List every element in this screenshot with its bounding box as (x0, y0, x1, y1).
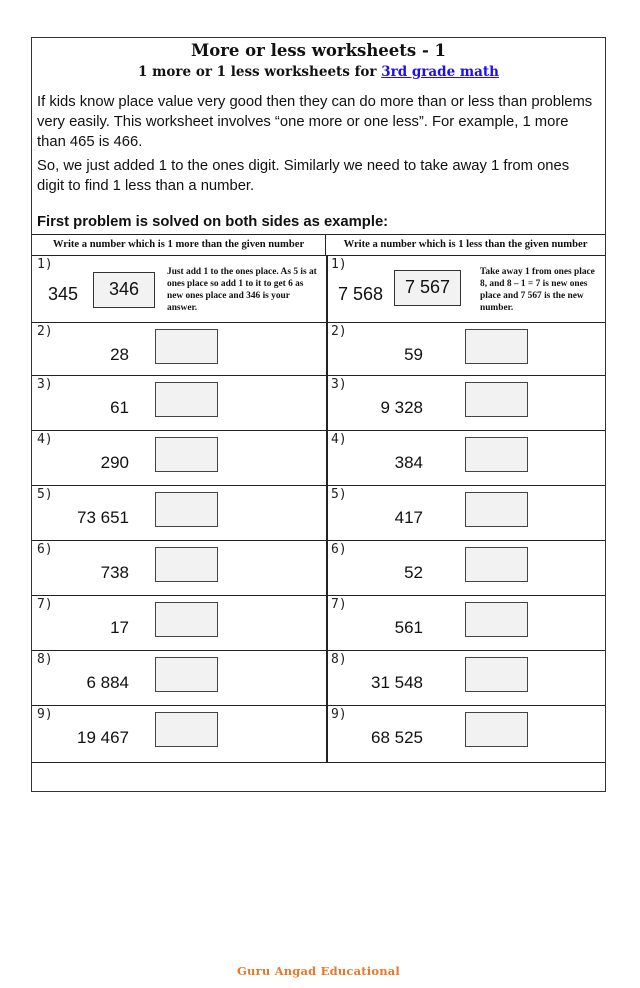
example-note: Take away 1 from ones place 8, and 8 – 1 = 7 is new ones place and 7 567 is the new number. (480, 267, 595, 313)
problem-cell-more (32, 486, 328, 540)
answer-box[interactable] (155, 602, 218, 637)
given-number: 59 (404, 345, 423, 364)
problem-number: 1) (331, 257, 347, 272)
answer-box[interactable]: 7 567 (394, 270, 461, 306)
footer-brand: Guru Angad Educational (237, 964, 400, 978)
given-number: 17 (110, 618, 129, 637)
answer-box[interactable] (465, 492, 528, 527)
answer-box[interactable] (465, 712, 528, 747)
given-number: 384 (394, 453, 423, 472)
problem-row (32, 376, 605, 431)
intro-paragraph-2: So, we just added 1 to the ones digit. Similarly we need to take away 1 from ones digit to find 1 less than a number. (37, 158, 570, 194)
answer-box[interactable] (155, 657, 218, 692)
grade-math-link[interactable]: 3rd grade math (381, 64, 499, 80)
problem-row (32, 486, 605, 541)
answer-box[interactable] (465, 657, 528, 692)
given-number: 738 (100, 563, 129, 582)
answer-box[interactable] (465, 382, 528, 417)
problem-number: 4) (331, 432, 347, 447)
right-column-header: Write a number which is 1 less than the given number (326, 234, 605, 256)
problem-cell-more (32, 706, 328, 762)
problem-cell-more (32, 651, 328, 705)
given-number: 417 (394, 508, 423, 527)
problem-cell-less (326, 706, 605, 762)
problem-number: 3) (37, 377, 53, 392)
problem-cell-more (32, 541, 328, 595)
problem-cell-less (326, 323, 605, 375)
given-number: 7 568 (338, 284, 384, 304)
given-number: 561 (394, 618, 423, 637)
given-number: 9 328 (380, 398, 423, 417)
example-note: Just add 1 to the ones place. As 5 is at ones place so add 1 to it to get 6 as new ones place and 346 is your answer. (167, 267, 317, 313)
example-cell-less (326, 256, 605, 322)
problem-number: 6) (331, 542, 347, 557)
worksheet-page (31, 37, 606, 978)
problem-cell-less (326, 431, 605, 485)
problem-row (32, 706, 605, 763)
problem-row (32, 323, 605, 376)
given-number: 345 (48, 284, 79, 304)
problem-number: 3) (331, 377, 347, 392)
problem-cell-more (32, 323, 328, 375)
given-number: 6 884 (86, 673, 129, 692)
example-cell-more (32, 256, 328, 322)
answer-box[interactable] (155, 547, 218, 582)
problem-number: 9) (331, 707, 347, 722)
problem-cell-less (326, 541, 605, 595)
problem-row (32, 651, 605, 706)
problem-number: 2) (37, 324, 53, 339)
problem-cell-more (32, 376, 328, 430)
problem-cell-more (32, 431, 328, 485)
problem-row (32, 596, 605, 651)
page-title: More or less worksheets - 1 (190, 41, 447, 60)
problem-cell-less (326, 651, 605, 705)
given-number: 19 467 (77, 728, 129, 747)
given-number: 52 (404, 563, 423, 582)
problem-number: 2) (331, 324, 347, 339)
problem-number: 7) (37, 597, 53, 612)
problem-number: 5) (331, 487, 347, 502)
answer-box[interactable] (155, 329, 218, 364)
given-number: 73 651 (77, 508, 129, 527)
answer-box[interactable] (155, 382, 218, 417)
answer-box[interactable] (465, 602, 528, 637)
given-number: 28 (110, 345, 129, 364)
problem-row (32, 431, 605, 486)
given-number: 61 (110, 398, 129, 417)
answer-box[interactable] (465, 547, 528, 582)
problem-cell-less (326, 376, 605, 430)
problem-cell-more (32, 596, 328, 650)
problem-row (32, 541, 605, 596)
answer-box[interactable] (465, 437, 528, 472)
problem-number: 9) (37, 707, 53, 722)
problem-number: 6) (37, 542, 53, 557)
problem-number: 8) (37, 652, 53, 667)
problem-number: 5) (37, 487, 53, 502)
page-subtitle (32, 64, 605, 80)
problem-cell-less (326, 596, 605, 650)
answer-box[interactable]: 346 (93, 272, 155, 308)
answer-box[interactable] (465, 329, 528, 364)
given-number: 68 525 (371, 728, 423, 747)
problem-number: 7) (331, 597, 347, 612)
problem-number: 8) (331, 652, 347, 667)
problem-number: 1) (37, 257, 53, 272)
left-column-header: Write a number which is 1 more than the given number (32, 234, 326, 256)
given-number: 290 (100, 453, 129, 472)
answer-box[interactable] (155, 712, 218, 747)
example-label: First problem is solved on both sides as example: (37, 214, 389, 230)
answer-box[interactable] (155, 492, 218, 527)
example-row (32, 256, 605, 323)
answer-box[interactable] (155, 437, 218, 472)
problem-cell-less (326, 486, 605, 540)
given-number: 31 548 (371, 673, 423, 692)
intro-paragraph-1: If kids know place value very good then they can do more than or less than problems very easily. This worksheet involves “one more or one less”. For example, 1 more than 465 is 466. (37, 94, 593, 150)
problem-number: 4) (37, 432, 53, 447)
subtitle-text: 1 more or 1 less worksheets for (138, 64, 377, 80)
